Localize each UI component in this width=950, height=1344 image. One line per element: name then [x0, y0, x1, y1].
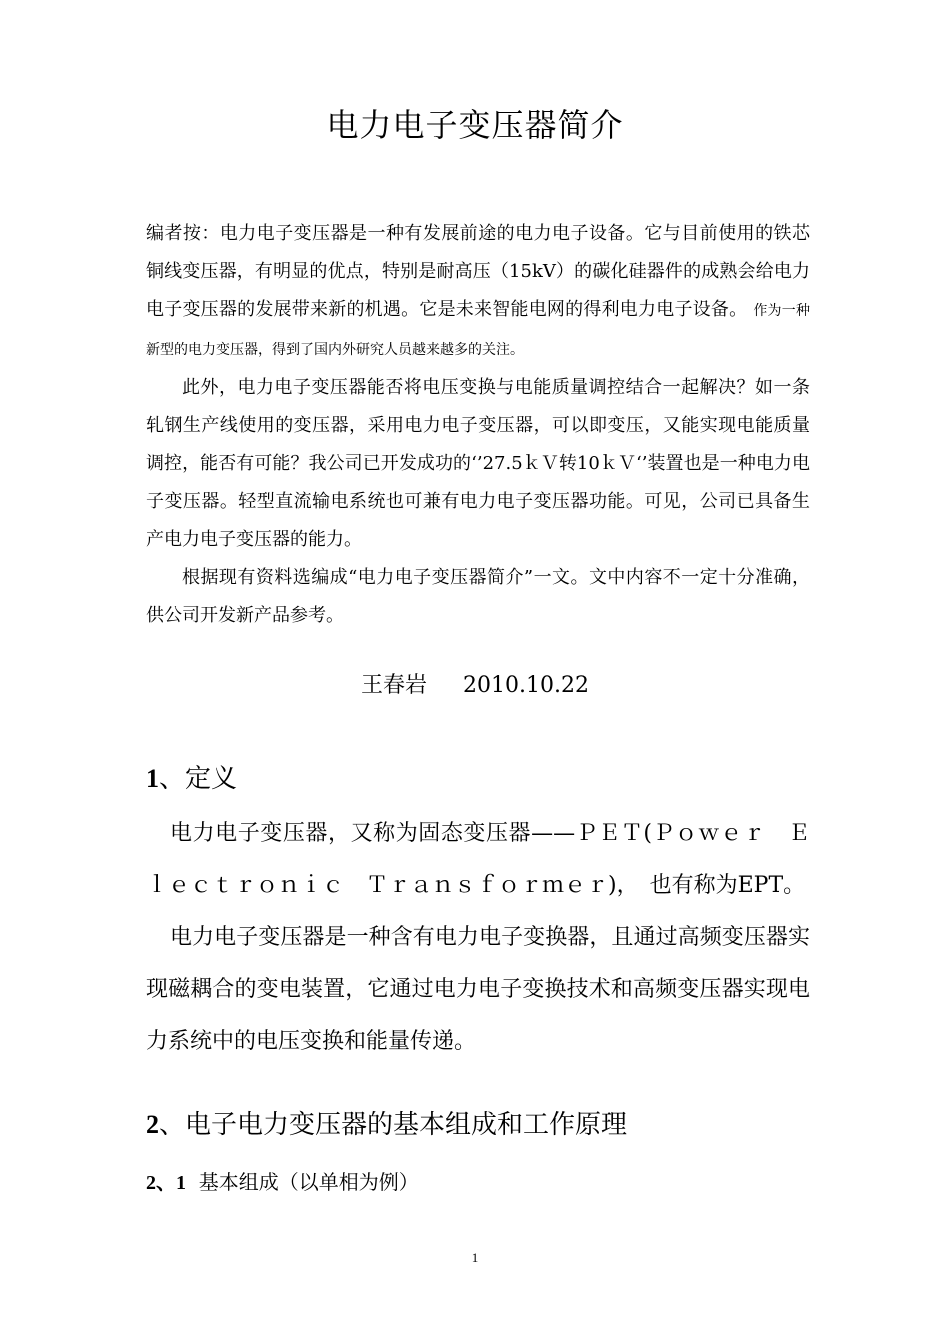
- section-2-number: 2: [146, 1110, 159, 1139]
- definition-paragraph-2: 电力电子变压器是一种含有电力电子变换器，且通过高频变压器实现磁耦合的变电装置，它通过电力电子变换技术和高频变压器实现电力系统中的电压变换和能量传递。: [146, 925, 810, 1054]
- editor-note: [146, 215, 810, 635]
- document-title: 电力电子变压器简介: [326, 106, 624, 144]
- section-2-title: 、电子电力变压器的基本组成和工作原理: [159, 1110, 628, 1140]
- author-date: 2010.10.22: [463, 673, 589, 698]
- intro-paragraph-1: [146, 215, 810, 369]
- section-1-body: [146, 808, 810, 1068]
- intro-paragraph-1-note: 作为一种新型的电力变压器，得到了国内外研究人员越来越多的关注。: [146, 303, 810, 358]
- section-1-number: 1: [146, 764, 159, 793]
- intro-paragraph-1-main: 编者按：电力电子变压器是一种有发展前途的电力电子设备。它与目前使用的铁芯铜线变压器，有明显的优点，特别是耐高压（15kV）的碳化硅器件的成熟会给电力电子变压器的发展带来新的机遇。它是未来智能电网的得利电力电子设备。: [146, 223, 810, 320]
- author-name: 王春岩: [361, 673, 428, 698]
- subsection-2-1-number: 2、1: [146, 1172, 186, 1194]
- intro-paragraph-2: 此外，电力电子变压器能否将电压变换与电能质量调控结合一起解决？如一条轧钢生产线使用的变压器，采用电力电子变压器，可以即变压，又能实现电能质量调控，能否有可能？我公司已开发成功的‘’27.5ｋＶ转10ｋＶ‘’装置也是一种电力电子变压器。轻型直流输电系统也可兼有电力电子变压器功能。可见，公司已具备生产电力电子变压器的能力。: [146, 377, 810, 550]
- subsection-2-1-heading: [146, 1166, 419, 1195]
- author-line: [0, 668, 950, 699]
- page-number: 1: [471, 1250, 479, 1265]
- section-2-heading: [146, 1108, 627, 1142]
- intro-paragraph-3: 根据现有资料选编成“电力电子变压器简介”一文。文中内容不一定十分准确，供公司开发新产品参考。: [146, 567, 810, 626]
- section-1-heading: [146, 762, 237, 796]
- subsection-2-1-title: 基本组成（以单相为例）: [198, 1170, 419, 1194]
- section-1-title: 、定义: [159, 764, 238, 794]
- definition-paragraph-1: 电力电子变压器，又称为固态变压器——ＰＥＴ(Ｐｏｗｅｒ Ｅｌｅｃｔｒｏｎｉｃ Ｔｒａｎｓｆｏｒｍｅｒ)， 也有称为EPT。: [146, 821, 810, 898]
